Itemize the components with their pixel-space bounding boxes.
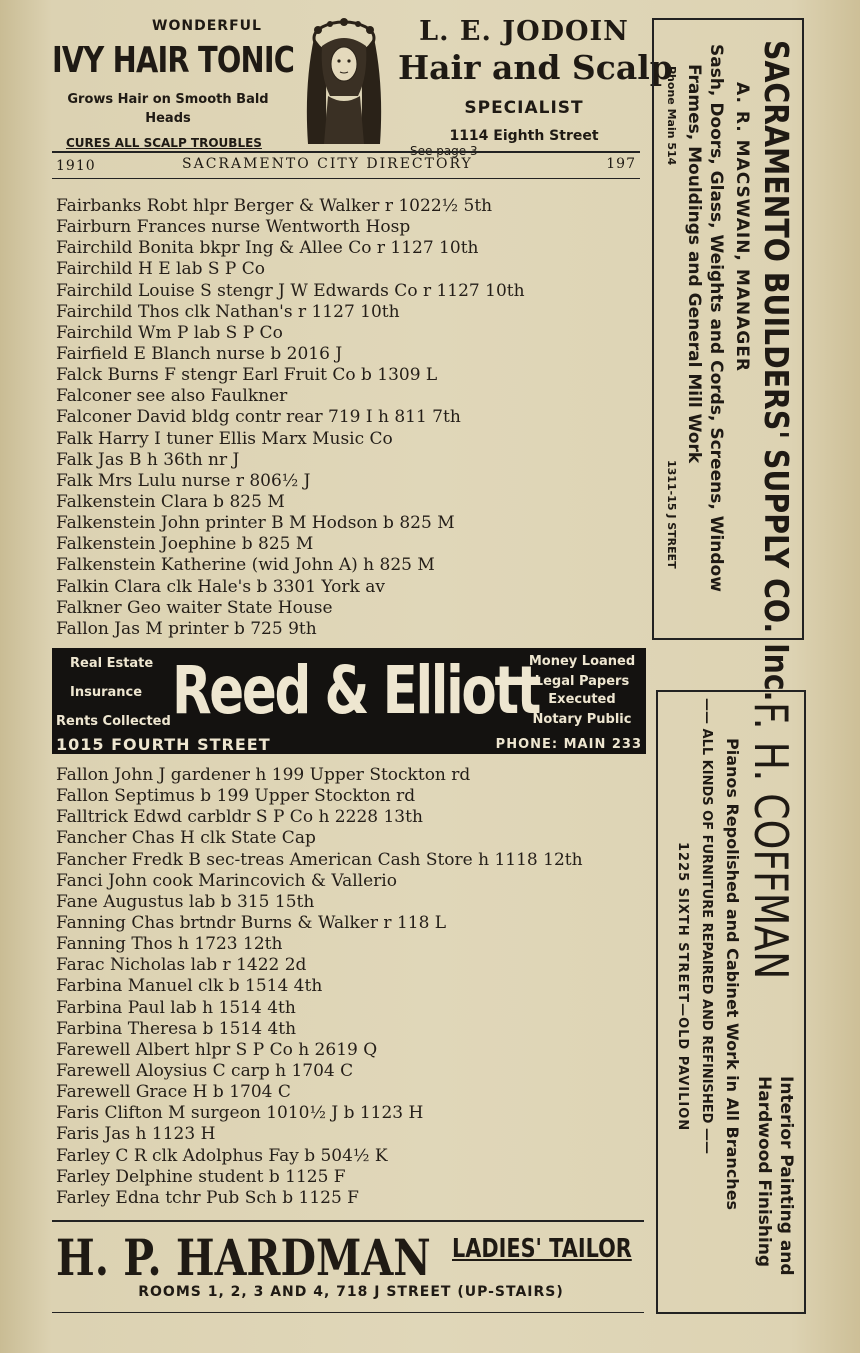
list-item: Farewell Albert hlpr S P Co h 2619 Q — [56, 1039, 378, 1060]
reed-address: 1015 FOURTH STREET — [56, 735, 271, 754]
hardman-trade: LADIES' TAILOR — [452, 1234, 632, 1264]
list-item: Falconer David bldg contr rear 719 I h 811 7th — [56, 407, 461, 428]
list-item: Fairchild Louise S stengr J W Edwards Co r 1127 10th — [56, 280, 525, 301]
header-page-number: 197 — [606, 156, 636, 172]
list-item: Fairchild H E lab S P Co — [56, 259, 266, 280]
coffman-rotated — [658, 692, 804, 1312]
list-item: Falkenstein Katherine (wid John A) h 825 M — [56, 555, 435, 576]
list-item: Falk Jas B h 36th nr J — [56, 449, 240, 470]
header-rule-bottom — [52, 178, 640, 179]
list-item: Farbina Paul lab h 1514 4th — [56, 997, 296, 1018]
list-item: Farac Nicholas lab r 1422 2d — [56, 955, 307, 976]
list-item: Falkenstein Joephine b 825 M — [56, 534, 314, 555]
list-item: Farbina Manuel clk b 1514 4th — [56, 976, 323, 997]
reed-money-loaned: Money Loaned — [528, 654, 636, 669]
list-item: Fancher Chas H clk State Cap — [56, 828, 316, 849]
header-title: SACRAMENTO CITY DIRECTORY — [182, 156, 473, 172]
reed-insurance: Insurance — [70, 685, 143, 700]
sacramento-builders-line1: Sash, Doors, Glass, Weights and Cords, Screens, Window — [706, 44, 726, 592]
sacramento-builders-name: SACRAMENTO BUILDERS' SUPPLY CO. Inc. — [757, 40, 796, 702]
list-item: Fanning Thos h 1723 12th — [56, 934, 283, 955]
list-item: Falck Burns F stengr Earl Fruit Co b 1309 L — [56, 365, 438, 386]
ivy-wonderful: WONDERFUL — [152, 18, 262, 34]
directory-entries-top — [56, 196, 646, 640]
reed-rents-collected: Rents Collected — [56, 714, 171, 729]
list-item: Faris Clifton M surgeon 1010½ J b 1123 H — [56, 1103, 424, 1124]
sacramento-builders-line2: Frames, Mouldings and General Mill Work — [684, 64, 704, 464]
list-item: Fancher Fredk B sec-treas American Cash Store h 1118 12th — [56, 849, 583, 870]
footer-rule-top — [52, 1220, 644, 1222]
sacramento-builders-advertisement — [652, 18, 804, 702]
list-item: Fallon Septimus b 199 Upper Stockton rd — [56, 786, 416, 807]
list-item: Falkin Clara clk Hale's b 3301 York av — [56, 576, 385, 597]
directory-entries-bottom — [56, 765, 646, 1209]
reed-elliott-name: Reed & Elliott — [172, 652, 539, 729]
list-item: Fallon Jas M printer b 725 9th — [56, 618, 317, 639]
list-item: Farley C R clk Adolphus Fay b 504½ K — [56, 1145, 388, 1166]
list-item: Fairchild Wm P lab S P Co — [56, 322, 283, 343]
list-item: Fane Augustus lab b 315 15th — [56, 891, 315, 912]
jodoin-address: 1114 Eighth Street — [449, 128, 599, 144]
list-item: Falconer see also Faulkner — [56, 386, 288, 407]
ivy-tagline — [54, 90, 282, 128]
footer-rule-bottom — [52, 1312, 644, 1313]
reed-phone: PHONE: MAIN 233 — [495, 737, 642, 752]
list-item: Farbina Theresa b 1514 4th — [56, 1018, 297, 1039]
list-item: Farewell Grace H b 1704 C — [56, 1082, 291, 1103]
list-item: Fairchild Bonita bkpr Ing & Allee Co r 1127 10th — [56, 238, 479, 259]
reed-notary-public: Notary Public — [532, 712, 632, 727]
coffman-address: 1225 SIXTH STREET—OLD PAVILION — [675, 842, 690, 1132]
reed-legal-papers: Legal Papers — [534, 674, 630, 689]
ivy-cures: CURES ALL SCALP TROUBLES — [66, 136, 262, 150]
hardman-name: H. P. HARDMAN — [56, 1228, 431, 1287]
list-item: Fairbanks Robt hlpr Berger & Walker r 1022½ 5th — [56, 196, 493, 216]
sacramento-builders-manager: A. R. MACSWAIN, MANAGER — [732, 82, 752, 372]
list-item: Falkenstein Clara b 825 M — [56, 491, 285, 512]
list-item: Fanci John cook Marincovich & Vallerio — [56, 870, 397, 891]
list-item: Fairburn Frances nurse Wentworth Hosp — [56, 217, 411, 238]
sacramento-builders-rotated — [654, 20, 802, 702]
header-rule-top — [52, 151, 640, 153]
list-item: Fairchild Thos clk Nathan's r 1127 10th — [56, 301, 400, 322]
sacramento-builders-phone: Phone Main 514 — [665, 66, 678, 166]
reed-elliott-advertisement — [52, 648, 646, 754]
list-item: Falkner Geo waiter State House — [56, 597, 333, 618]
coffman-advertisement — [656, 690, 806, 1314]
coffman-name: F. H. COFFMAN — [744, 702, 798, 980]
ivy-tagline-line2: Heads — [145, 111, 191, 126]
list-item: Farewell Aloysius C carp h 1704 C — [56, 1060, 354, 1081]
list-item: Farley Edna tchr Pub Sch b 1125 F — [56, 1187, 359, 1208]
coffman-line2: —— ALL KINDS OF FURNITURE REPAIRED AND REFINISHED —— — [699, 698, 714, 1154]
reed-real-estate: Real Estate — [70, 656, 154, 671]
header-year: 1910 — [56, 158, 96, 174]
page-header — [52, 156, 640, 176]
jodoin-name: L. E. JODOIN — [419, 16, 629, 47]
sacramento-builders-address: 1311-15 J STREET — [665, 460, 678, 569]
list-item: Fanning Chas brtndr Burns & Walker r 118 L — [56, 912, 447, 933]
coffman-trade1: Interior Painting and — [776, 1076, 796, 1276]
ivy-hair-tonic-title: IVY HAIR TONIC — [52, 40, 295, 81]
coffman-trade2: Hardwood Finishing — [754, 1076, 774, 1268]
jodoin-specialty: SPECIALIST — [464, 98, 584, 118]
list-item: Falk Mrs Lulu nurse r 806½ J — [56, 470, 311, 491]
jodoin-title: Hair and Scalp — [398, 48, 673, 87]
list-item: Falk Harry I tuner Ellis Marx Music Co — [56, 428, 393, 449]
list-item: Faris Jas h 1123 H — [56, 1124, 216, 1145]
long-haired-woman-illustration — [298, 16, 390, 146]
hardman-rooms: ROOMS 1, 2, 3 AND 4, 718 J STREET (UP-STAIRS) — [138, 1284, 564, 1300]
coffman-line1: Pianos Repolished and Cabinet Work in All Branches — [723, 738, 742, 1211]
list-item: Falltrick Edwd carbldr S P Co h 2228 13th — [56, 807, 423, 828]
list-item: Fallon John J gardener h 199 Upper Stockton rd — [56, 765, 471, 785]
list-item: Fairfield E Blanch nurse b 2016 J — [56, 343, 343, 364]
list-item: Farley Delphine student b 1125 F — [56, 1166, 346, 1187]
reed-executed: Executed — [548, 692, 616, 707]
ivy-tagline-line1: Grows Hair on Smooth Bald — [67, 92, 269, 107]
list-item: Falkenstein John printer B M Hodson b 825 M — [56, 513, 455, 534]
